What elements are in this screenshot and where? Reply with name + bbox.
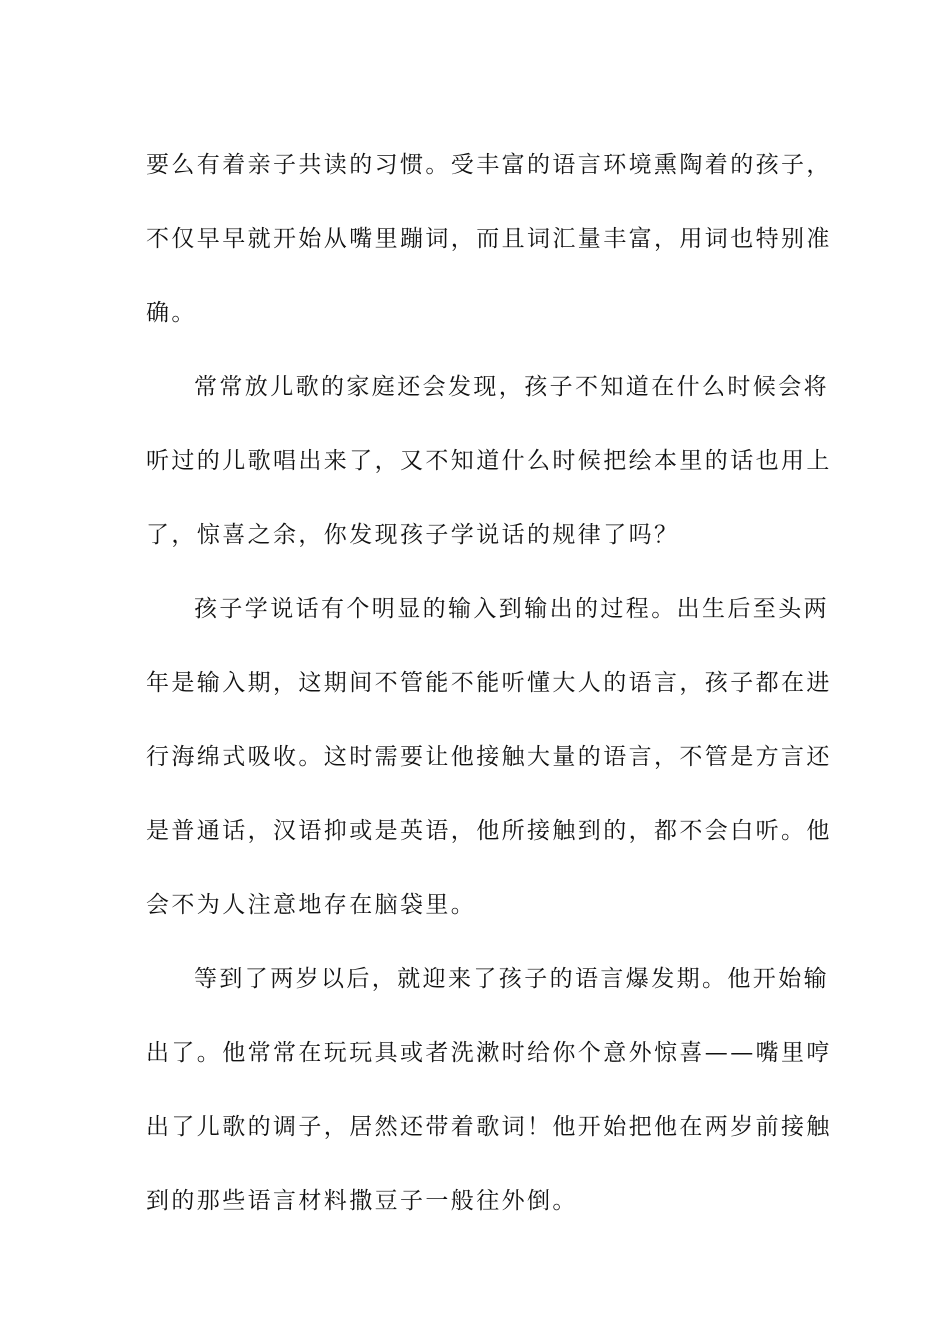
text-line: 年是输入期，这期间不管能不能听懂大人的语言，孩子都在进 bbox=[146, 670, 832, 696]
text-line: 等到了两岁以后，就迎来了孩子的语言爆发期。他开始输 bbox=[194, 966, 829, 992]
paragraph bbox=[146, 572, 832, 942]
text-line: 听过的儿歌唱出来了，又不知道什么时候把绘本里的话也用上 bbox=[146, 448, 832, 474]
paragraph bbox=[146, 942, 832, 1238]
text-line: 不仅早早就开始从嘴里蹦词，而且词汇量丰富，用词也特别准 bbox=[146, 226, 832, 252]
text-line: 确。 bbox=[146, 300, 197, 326]
paragraph bbox=[146, 128, 832, 350]
text-line: 孩子学说话有个明显的输入到输出的过程。出生后至头两 bbox=[194, 596, 829, 622]
text-line: 了，惊喜之余，你发现孩子学说话的规律了吗？ bbox=[146, 522, 680, 548]
paragraph bbox=[146, 350, 832, 572]
text-line: 要么有着亲子共读的习惯。受丰富的语言环境熏陶着的孩子， bbox=[146, 152, 832, 178]
text-line: 常常放儿歌的家庭还会发现，孩子不知道在什么时候会将 bbox=[194, 374, 829, 400]
text-line: 会不为人注意地存在脑袋里。 bbox=[146, 892, 477, 918]
body-text bbox=[146, 128, 832, 1238]
text-line: 出了儿歌的调子，居然还带着歌词！他开始把他在两岁前接触 bbox=[146, 1114, 832, 1140]
text-line: 是普通话，汉语抑或是英语，他所接触到的，都不会白听。他 bbox=[146, 818, 832, 844]
text-line: 到的那些语言材料撒豆子一般往外倒。 bbox=[146, 1188, 578, 1214]
text-line: 出了。他常常在玩玩具或者洗漱时给你个意外惊喜——嘴里哼 bbox=[146, 1040, 832, 1066]
text-line: 行海绵式吸收。这时需要让他接触大量的语言，不管是方言还 bbox=[146, 744, 832, 770]
